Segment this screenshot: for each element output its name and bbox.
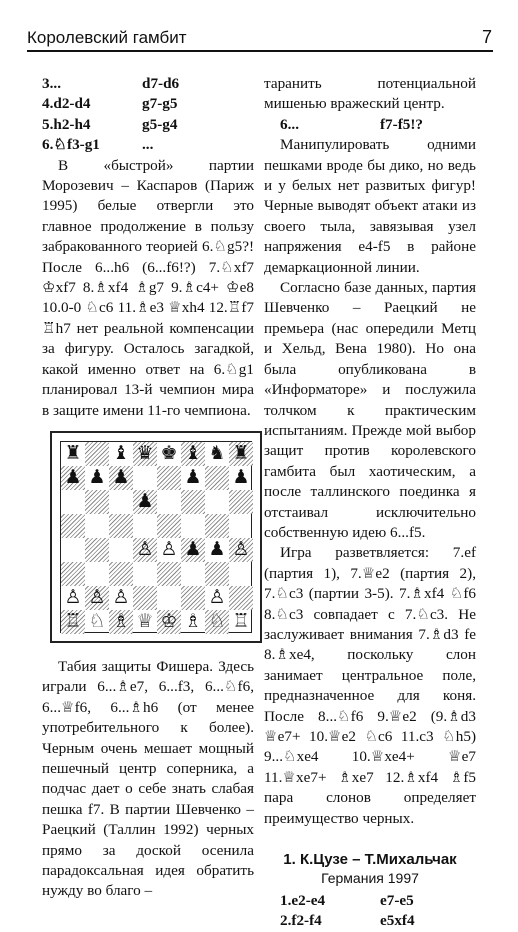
square-e7 xyxy=(157,466,181,490)
white-move: 3... xyxy=(42,75,61,92)
square-g1 xyxy=(205,610,229,634)
square-a6 xyxy=(61,490,85,514)
square-f1 xyxy=(181,610,205,634)
chess-piece-icon: ♟ xyxy=(208,539,226,561)
chess-piece-icon: ♟ xyxy=(184,467,202,489)
move-row xyxy=(264,891,476,911)
chess-piece-icon: ♞ xyxy=(208,443,226,465)
chess-piece-icon: ♚ xyxy=(160,443,178,465)
square-b4 xyxy=(85,538,109,562)
chess-piece-icon: ♔ xyxy=(160,611,178,633)
square-d4 xyxy=(133,538,157,562)
square-e6 xyxy=(157,490,181,514)
white-move: 4.d2-d4 xyxy=(42,95,91,113)
black-move: g5-g4 xyxy=(142,115,178,133)
chess-diagram xyxy=(50,431,262,643)
right-column xyxy=(264,74,476,932)
square-e1 xyxy=(157,610,181,634)
square-f5 xyxy=(181,514,205,538)
chess-piece-icon: ♖ xyxy=(64,611,82,633)
white-move: 6.♘f3-g1 xyxy=(42,136,100,154)
commentary-paragraph: Игра разветвляется: 7.ef (партия 1), 7.♕e2 (партия 2), 7.♘c3 (партии 3-5). 7.♗xf4 ♘f6 8.♘c3 совпадает с 7.♘c3. Не заслуживает внимания 7.♗d3 fe 8.♗xe4, поскольку слон занимает центральное поле, предназначенное для коня. После 8...♘f6 9.♕e2 (9.♗d3 ♕e7+ 10.♕e2 ♘c6 11.c3 ♘h5) 9...♘xe4 10.♕xe4+ ♕e7 11.♕xe7+ ♗xe7 12.♗xf4 ♗f5 пара слонов определяет преимущество черных. xyxy=(264,544,476,827)
chess-piece-icon: ♖ xyxy=(232,611,250,633)
chess-piece-icon: ♙ xyxy=(112,587,130,609)
square-b3 xyxy=(85,562,109,586)
square-d7 xyxy=(133,466,157,490)
black-move: ... xyxy=(142,136,154,154)
square-c2 xyxy=(109,586,133,610)
square-c3 xyxy=(109,562,133,586)
square-e2 xyxy=(157,586,181,610)
square-d5 xyxy=(133,514,157,538)
square-h1 xyxy=(229,610,253,634)
square-e4 xyxy=(157,538,181,562)
chess-piece-icon: ♜ xyxy=(232,443,250,465)
square-a1 xyxy=(61,610,85,634)
square-c7 xyxy=(109,466,133,490)
square-a3 xyxy=(61,562,85,586)
chess-piece-icon: ♙ xyxy=(88,587,106,609)
square-g8 xyxy=(205,442,229,466)
chess-piece-icon: ♘ xyxy=(88,611,106,633)
square-a5 xyxy=(61,514,85,538)
square-a8 xyxy=(61,442,85,466)
chess-piece-icon: ♝ xyxy=(112,443,130,465)
square-d3 xyxy=(133,562,157,586)
square-h5 xyxy=(229,514,253,538)
square-c6 xyxy=(109,490,133,514)
header-rule xyxy=(27,50,493,52)
square-g3 xyxy=(205,562,229,586)
chess-piece-icon: ♕ xyxy=(136,611,154,633)
square-e8 xyxy=(157,442,181,466)
commentary-paragraph: Манипулировать одними пешками вроде бы дико, но ведь и у белых нет развитых фигур! Черные выводят объект атаки из своего тыла, завязывая узел напряжения e4-f5 в районе демаркационной линии. xyxy=(264,136,476,276)
move-row xyxy=(42,135,254,155)
move-list xyxy=(264,115,476,135)
square-b2 xyxy=(85,586,109,610)
game-event: Германия 1997 xyxy=(321,870,419,887)
chess-piece-icon: ♗ xyxy=(112,611,130,633)
page-number: 7 xyxy=(481,27,492,47)
move-list xyxy=(42,74,254,156)
square-f3 xyxy=(181,562,205,586)
commentary-paragraph: В «быстрой» партии Морозевич – Каспаров (Париж 1995) белые отвергли это главное продолжение в пользу забракованного теорией 6.♘g5?! После 6...h6 (6...f6!?) 7.♘xf7 ♔xf7 8.♗xf4 ♗g7 9.♗c4+ ♔e8 10.0-0 ♘c6 11.♗e3 ♕xh4 12.♖f7 ♖h7 нет реальной компенсации за фигуру. Осталось загадкой, какой именно ответ на 6.♘g1 планировал 13-й чемпион мира в защите имени 11-го чемпиона. xyxy=(42,156,254,419)
move-row xyxy=(42,115,254,135)
black-move: e5xf4 xyxy=(380,912,415,930)
square-h4 xyxy=(229,538,253,562)
black-move: g7-g5 xyxy=(142,95,178,113)
square-g7 xyxy=(205,466,229,490)
chess-piece-icon: ♟ xyxy=(136,491,154,513)
square-e3 xyxy=(157,562,181,586)
move-row xyxy=(42,74,254,94)
square-h3 xyxy=(229,562,253,586)
square-d2 xyxy=(133,586,157,610)
white-move: 6... xyxy=(280,115,299,133)
square-h8 xyxy=(229,442,253,466)
chess-piece-icon: ♙ xyxy=(64,587,82,609)
square-h6 xyxy=(229,490,253,514)
move-row xyxy=(264,115,476,135)
square-b5 xyxy=(85,514,109,538)
chess-piece-icon: ♙ xyxy=(232,539,250,561)
square-f8 xyxy=(181,442,205,466)
chess-piece-icon: ♟ xyxy=(112,467,130,489)
square-a4 xyxy=(61,538,85,562)
running-header xyxy=(27,18,492,48)
black-move: d7-d6 xyxy=(142,75,180,92)
square-f6 xyxy=(181,490,205,514)
square-g2 xyxy=(205,586,229,610)
black-move: e7-e5 xyxy=(380,892,414,910)
chess-piece-icon: ♟ xyxy=(64,467,82,489)
square-f2 xyxy=(181,586,205,610)
commentary-paragraph: таранить потенциальной мишенью вражеский центр. xyxy=(264,75,476,113)
chess-piece-icon: ♙ xyxy=(136,539,154,561)
square-c5 xyxy=(109,514,133,538)
chess-piece-icon: ♘ xyxy=(208,611,226,633)
board-grid xyxy=(60,441,252,633)
black-move: f7-f5!? xyxy=(380,115,424,133)
square-a7 xyxy=(61,466,85,490)
chess-piece-icon: ♙ xyxy=(208,587,226,609)
chess-piece-icon: ♟ xyxy=(232,467,250,489)
square-b1 xyxy=(85,610,109,634)
chess-piece-icon: ♙ xyxy=(160,539,178,561)
move-row xyxy=(42,94,254,114)
square-e5 xyxy=(157,514,181,538)
square-c8 xyxy=(109,442,133,466)
chess-piece-icon: ♟ xyxy=(184,539,202,561)
square-b8 xyxy=(85,442,109,466)
white-move: 5.h2-h4 xyxy=(42,115,91,133)
game-move-list xyxy=(264,891,476,932)
square-d1 xyxy=(133,610,157,634)
chess-piece-icon: ♜ xyxy=(64,443,82,465)
square-c4 xyxy=(109,538,133,562)
square-b7 xyxy=(85,466,109,490)
white-move: 2.f2-f4 xyxy=(280,912,322,930)
chess-piece-icon: ♗ xyxy=(184,611,202,633)
square-d8 xyxy=(133,442,157,466)
white-move: 1.e2-e4 xyxy=(280,892,326,910)
square-g5 xyxy=(205,514,229,538)
square-a2 xyxy=(61,586,85,610)
left-column xyxy=(42,74,254,902)
chess-piece-icon: ♛ xyxy=(136,443,154,465)
square-h7 xyxy=(229,466,253,490)
commentary-paragraph: Табия защиты Фишера. Здесь играли 6...♗e7, 6...f3, 6...♘f6, 6...♕f6, 6...♗h6 (от менее употребительного к более). Черным очень мешает мощный пешечный центр соперника, а подчас дает о себе знать слабая пешка f7. В партии Шевченко – Раецкий (Таллин 1992) черных прямо за доской осенила парадоксальная идея обратить нужду во благо – xyxy=(42,657,254,900)
square-g4 xyxy=(205,538,229,562)
square-g6 xyxy=(205,490,229,514)
square-f4 xyxy=(181,538,205,562)
square-c1 xyxy=(109,610,133,634)
chapter-title: Королевский гамбит xyxy=(27,28,187,47)
square-d6 xyxy=(133,490,157,514)
chess-piece-icon: ♟ xyxy=(88,467,106,489)
chess-piece-icon: ♝ xyxy=(184,443,202,465)
move-row xyxy=(264,911,476,931)
square-b6 xyxy=(85,490,109,514)
square-f7 xyxy=(181,466,205,490)
game-heading: 1. К.Цузе – Т.Михальчак xyxy=(283,851,457,869)
square-h2 xyxy=(229,586,253,610)
commentary-paragraph: Согласно базе данных, партия Шевченко – Раецкий не премьера (нас опередили Метц и Хельд, Вена 1980). Но она была опубликована в «Информаторе» и послужила толчком к практическим испытаниям. Прежде мой выбор защит против королевского гамбита был хаотическим, а после таллинского поединка я отстаивал исключительно собственную идею 6...f5. xyxy=(264,279,476,541)
